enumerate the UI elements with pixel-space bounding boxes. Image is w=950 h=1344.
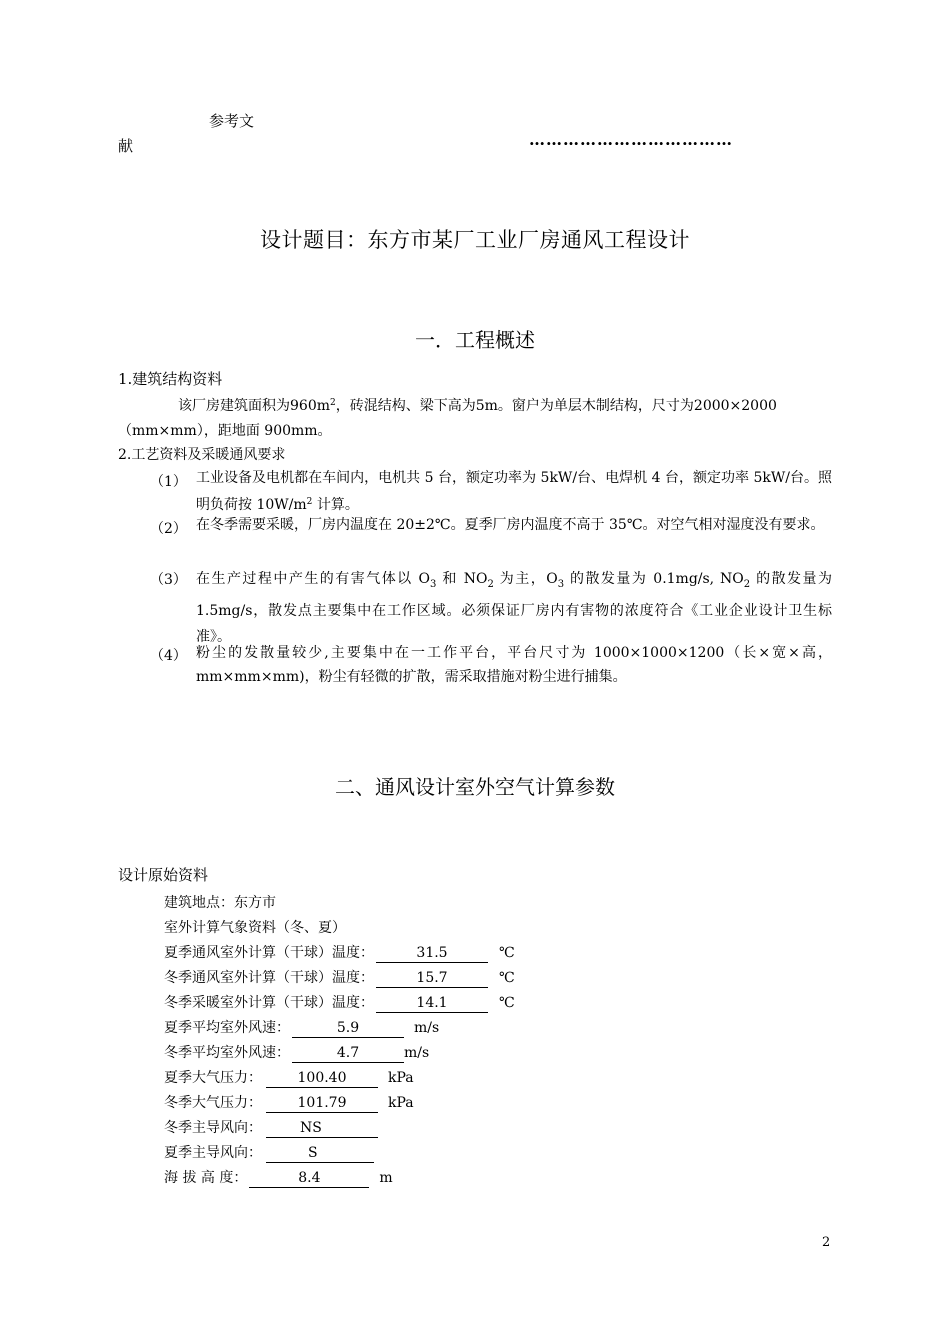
list-item-number: （1） <box>150 474 187 490</box>
list-item: 粉尘的发散量较少,主要集中在一工作平台，平台尺寸为 1000×1000×1200（长×宽×高，mm×mm×mm)，粉尘有轻微的扩散，需采取措施对粉尘进行捕集。 <box>196 645 832 685</box>
param-row: 冬季通风室外计算（干球）温度： 15.7 ℃ <box>164 970 515 986</box>
weather-data-heading: 室外计算气象资料（冬、夏） <box>164 920 346 936</box>
param-row: 夏季大气压力： 100.40 kPa <box>164 1070 414 1086</box>
page-number: 2 <box>822 1235 831 1250</box>
subsection1-paragraph: 该厂房建筑面积为$960m^2$，砖混结构、梁下高为5m。窗户为单层木制结构，尺寸为2000×2000 <box>178 398 777 414</box>
param-row: 夏季平均室外风速： 5.9 m/s <box>164 1020 440 1036</box>
param-row: 海 拔 高 度： 8.4 m <box>164 1170 393 1186</box>
list-item: 工业设备及电机都在车间内，电机共 5 台，额定功率为 5kW/台、电焊机 4 台，额定功率 5kW/台。照明负荷按 $10W/m^2$ 计算。 <box>196 470 832 513</box>
list-item-number: （2） <box>150 521 187 537</box>
section1-heading: 一．工程概述 <box>415 328 535 352</box>
list-item: 在冬季需要采暖，厂房内温度在 20±2℃。夏季厂房内温度不高于 35℃。对空气相对湿度没有要求。 <box>196 517 825 533</box>
param-row: 冬季大气压力： 101.79 kPa <box>164 1095 414 1111</box>
list-item-number: （4） <box>150 648 187 664</box>
subsection1-paragraph-line2: （mm×mm），距地面 900mm。 <box>118 423 332 439</box>
section2-heading: 二、通风设计室外空气计算参数 <box>335 775 615 799</box>
param-row: 夏季主导风向： S <box>164 1142 374 1163</box>
toc-leader-dots: ……………………………… <box>529 130 733 149</box>
subsection1-heading: 1.建筑结构资料 <box>118 370 223 388</box>
section2-intro: 设计原始资料 <box>118 866 209 884</box>
building-location: 建筑地点：东方市 <box>164 895 276 911</box>
list-item-number: （3） <box>150 572 187 588</box>
param-row: 冬季主导风向： NS <box>164 1117 378 1138</box>
page-title: 设计题目：东方市某厂工业厂房通风工程设计 <box>260 228 690 252</box>
toc-ref-label-a: 参考文 <box>209 112 255 130</box>
toc-ref-label-b: 献 <box>118 137 134 155</box>
param-row: 夏季通风室外计算（干球）温度： 31.5 ℃ <box>164 945 515 961</box>
list-item: 在生产过程中产生的有害气体以 $O_3$ 和 $NO_2$ 为主，$O_3$ 的散发量为 0.1mg/s, $NO_2$ 的散发量为 1.5mg/s，散发点主要集中在工作区域。必须保证厂房内有害物的浓度符合《工业企业设计卫生标准》。 <box>196 571 832 645</box>
subsection2-heading: 2.工艺资料及采暖通风要求 <box>118 447 286 463</box>
param-row: 冬季平均室外风速： 4.7 m/s <box>164 1045 430 1061</box>
param-row: 冬季采暖室外计算（干球）温度： 14.1 ℃ <box>164 995 515 1011</box>
